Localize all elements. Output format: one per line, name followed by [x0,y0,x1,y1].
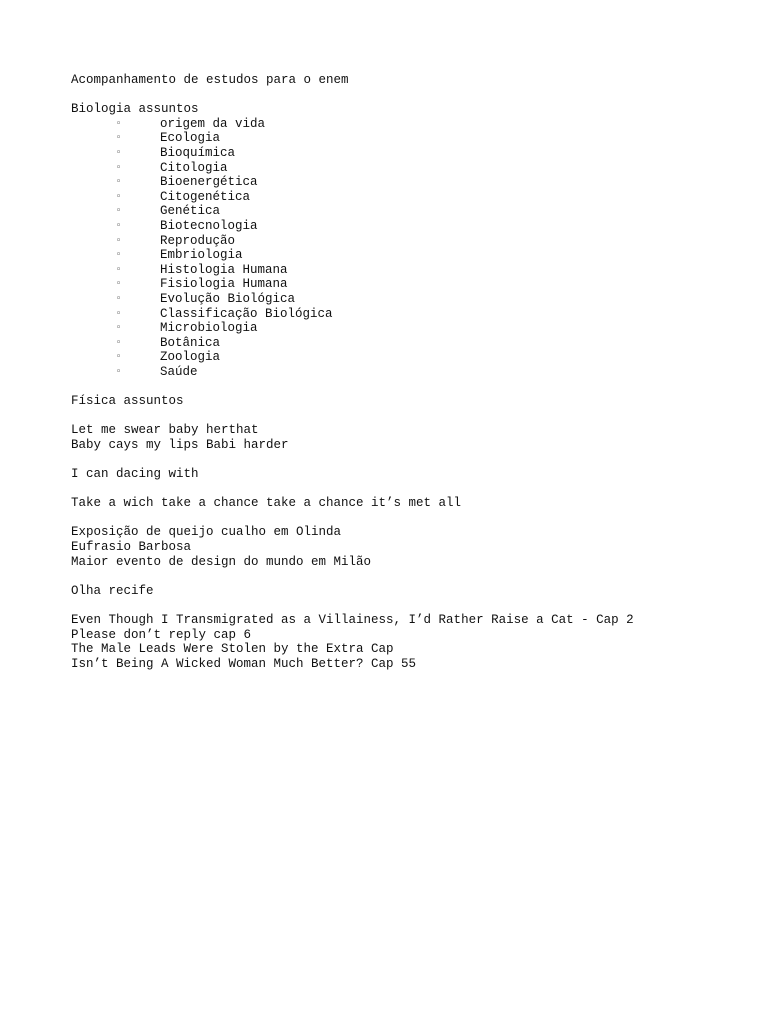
blank-line [71,452,751,467]
topic-label: Botânica [160,335,221,350]
reading-list-item: Isn’t Being A Wicked Woman Much Better? Cap 55 [71,656,417,671]
bullet-icon: ◦ [116,337,122,348]
list-item [71,234,751,249]
list-item [71,219,751,234]
lyrics-line: I can dacing with [71,467,199,482]
topic-label: Citologia [160,160,228,175]
bullet-icon: ◦ [116,352,122,363]
topic-label: Evolução Biológica [160,291,296,306]
list-item [71,204,751,219]
blank-line [71,511,751,526]
list-item [71,146,751,161]
bullet-icon: ◦ [116,279,122,290]
lyrics-line: Take a wich take a chance take a chance it’s met all [71,496,462,511]
lyrics-line: Baby cays my lips Babi harder [71,437,289,452]
list-item [71,277,751,292]
bullet-icon: ◦ [116,206,122,217]
list-item [71,248,751,263]
blank-line [71,569,751,584]
topic-label: Bioquímica [160,145,236,160]
note-line: Exposição de queijo cualho em Olinda [71,525,342,540]
reading-list-item: The Male Leads Were Stolen by the Extra Cap [71,642,394,657]
list-item [71,307,751,322]
list-item [71,365,751,380]
bullet-icon: ◦ [116,250,122,261]
list-item [71,190,751,205]
list-item [71,292,751,307]
list-item [71,350,751,365]
bullet-icon: ◦ [116,293,122,304]
topic-label: Saúde [160,364,198,379]
reading-list-item: Please don’t reply cap 6 [71,627,252,642]
bullet-icon: ◦ [116,162,122,173]
list-item [71,321,751,336]
topic-label: Histologia Humana [160,262,288,277]
topic-label: Bioenergética [160,175,258,190]
topic-label: Reprodução [160,233,236,248]
bullet-icon: ◦ [116,308,122,319]
list-item [71,175,751,190]
topic-label: Biotecnologia [160,218,258,233]
document-title: Acompanhamento de estudos para o enem [71,73,349,87]
bullet-icon: ◦ [116,191,122,202]
blank-line [71,379,751,394]
bullet-icon: ◦ [116,220,122,231]
list-item [71,161,751,176]
biologia-heading: Biologia assuntos [71,102,199,117]
note-line: Olha recife [71,583,154,598]
list-item [71,263,751,278]
blank-line [71,409,751,424]
blank-line [71,482,751,497]
topic-label: origem da vida [160,116,266,131]
document-page [71,73,751,671]
bullet-icon: ◦ [116,177,122,188]
fisica-heading: Física assuntos [71,394,184,409]
topic-label: Ecologia [160,131,221,146]
topic-label: Genética [160,204,221,219]
note-line: Eufrasio Barbosa [71,540,192,554]
bullet-icon: ◦ [116,118,122,129]
bullet-icon: ◦ [116,147,122,158]
blank-line [71,88,751,103]
bullet-icon: ◦ [116,133,122,144]
topic-label: Fisiologia Humana [160,277,288,292]
list-item [71,117,751,132]
blank-line [71,598,751,613]
bullet-icon: ◦ [116,235,122,246]
topic-label: Citogenética [160,189,251,204]
topic-label: Zoologia [160,350,221,365]
list-item [71,336,751,351]
lyrics-line: Let me swear baby herthat [71,423,259,438]
topic-label: Embriologia [160,248,243,263]
bullet-icon: ◦ [116,366,122,377]
topic-label: Classificação Biológica [160,306,333,321]
biologia-topic-list [71,117,751,380]
note-line: Maior evento de design do mundo em Milão [71,554,372,569]
bullet-icon: ◦ [116,264,122,275]
topic-label: Microbiologia [160,321,258,336]
bullet-icon: ◦ [116,323,122,334]
reading-list-item: Even Though I Transmigrated as a Villainess, I’d Rather Raise a Cat - Cap 2 [71,612,634,627]
list-item [71,131,751,146]
